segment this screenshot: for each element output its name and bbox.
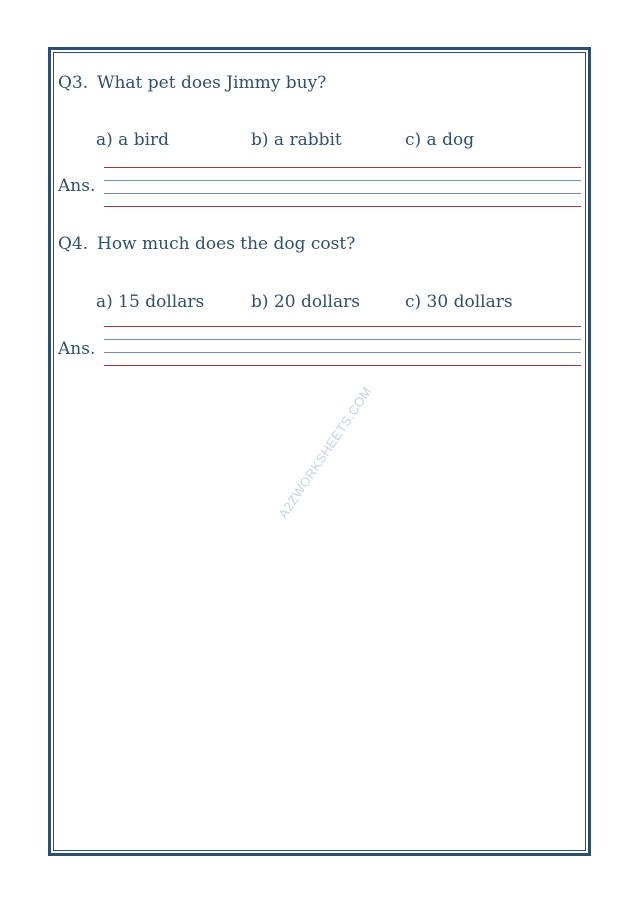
option-a[interactable]: a) 15 dollars [96,292,205,312]
question-text: What pet does Jimmy buy? [97,73,327,93]
answer-line-mid-upper [104,339,581,340]
option-b[interactable]: b) a rabbit [251,130,342,150]
answer-line-mid-lower [104,352,581,353]
option-b[interactable]: b) 20 dollars [251,292,360,312]
question-number: Q3. [58,73,89,93]
answer-line-top [104,326,581,327]
option-c[interactable]: c) a dog [405,130,475,150]
option-a[interactable]: a) a bird [96,130,170,150]
option-c[interactable]: c) 30 dollars [405,292,513,312]
answer-line-bottom [104,365,581,366]
answer-line-mid-lower [104,193,581,194]
watermark-text: A2ZWORKSHEETS.COM [275,383,375,522]
answer-label: Ans. [58,176,96,196]
answer-line-top [104,167,581,168]
answer-line-mid-upper [104,180,581,181]
question-number: Q4. [58,234,89,254]
answer-label: Ans. [58,339,96,359]
question-text: How much does the dog cost? [97,234,356,254]
answer-line-bottom [104,206,581,207]
